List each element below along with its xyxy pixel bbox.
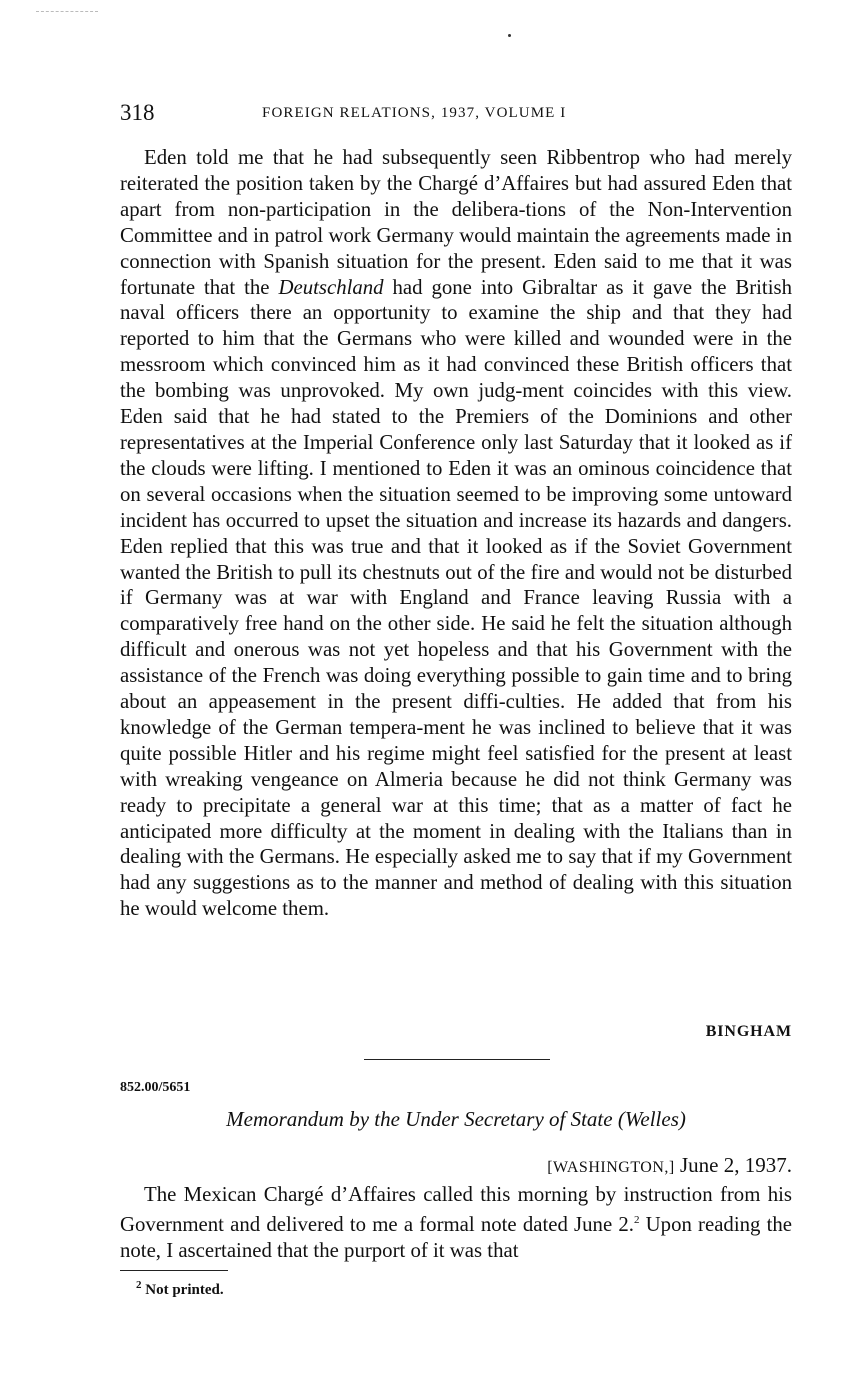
memo-text-a: The Mexican Chargé d’Affaires called this morning by instruction from his Government and delivered to me a formal note dated June 2. <box>120 1183 792 1236</box>
scan-artifact <box>36 11 98 13</box>
footnote <box>136 1279 224 1299</box>
memorandum-body <box>120 1182 792 1264</box>
dateline-place: [WASHINGTON,] <box>547 1159 675 1176</box>
dateline <box>547 1153 792 1178</box>
memo-text-b: Upon reading the note, I ascertained that the purport of it was that <box>120 1212 792 1262</box>
section-divider <box>364 1059 550 1060</box>
letter-paragraph <box>120 145 792 922</box>
footnote-marker: 2 <box>136 1279 142 1291</box>
paragraph-text-b: had gone into Gibraltar as it gave the British naval officers there an opportunity to examine the ship and that they had reported to him that the Germans who were killed and wounded were in the messroom which convinced him as it had convinced these British officers that the bombing was unprovoked. My own judg-ment coincides with this view. Eden said that he had stated to the Premiers of the Dominions and other representatives at the Imperial Conference only last Saturday that it looked as if the clouds were lifting. I mentioned to Eden it was an ominous coincidence that on several occasions when the situation seemed to be improving some untoward incident has occurred to upset the situation and increase its hazards and dangers. Eden replied that this was true and that it looked as if the Soviet Government wanted the British to pull its chestnuts out of the fire and would not be disturbed if Germany was at war with England and France leaving Russia with a comparatively free hand on the other side. He said he felt the situation although difficult and onerous was not yet hopeless and that his Government with the assistance of the French was doing everything possible to gain time and to bring about an appeasement in the present diffi-culties. He added that from his knowledge of the German tempera-ment he was inclined to believe that it was quite possible Hitler and his regime might feel satisfied for the present at least with wreaking vengeance on Almeria because he did not think Germany was ready to precipitate a general war at this time; that as a matter of fact he anticipated more difficulty at the moment in dealing with the Italians than in dealing with the Germans. He especially asked me to say that if my Government had any suggestions as to the manner and method of dealing with this situation he would welcome them. <box>120 275 792 921</box>
letter-body <box>120 145 792 922</box>
paragraph-text-a: Eden told me that he had subsequently seen Ribbentrop who had merely reiterated the position taken by the Chargé d’Affaires but had assured Eden that apart from non-participation in the delibera-tions of the Non-Intervention Committee and in patrol work Germany would maintain the agreements made in connection with Spanish situation for the present. Eden said to me that it was fortunate that the <box>120 146 792 299</box>
ship-name: Deutschland <box>278 275 384 299</box>
memorandum-paragraph <box>120 1182 792 1264</box>
dateline-date: June 2, 1937. <box>680 1153 792 1177</box>
memorandum-title: Memorandum by the Under Secretary of State (Welles) <box>226 1107 686 1131</box>
page-header <box>120 100 792 130</box>
running-head: FOREIGN RELATIONS, 1937, VOLUME I <box>262 105 567 121</box>
file-number: 852.00/5651 <box>120 1080 191 1095</box>
footnote-rule <box>120 1270 228 1271</box>
page-number: 318 <box>120 100 155 125</box>
footnote-text: Not printed. <box>145 1282 224 1298</box>
footnote-reference: 2 <box>633 1213 640 1226</box>
scan-speck <box>508 34 511 37</box>
signature: BINGHAM <box>705 1023 792 1040</box>
